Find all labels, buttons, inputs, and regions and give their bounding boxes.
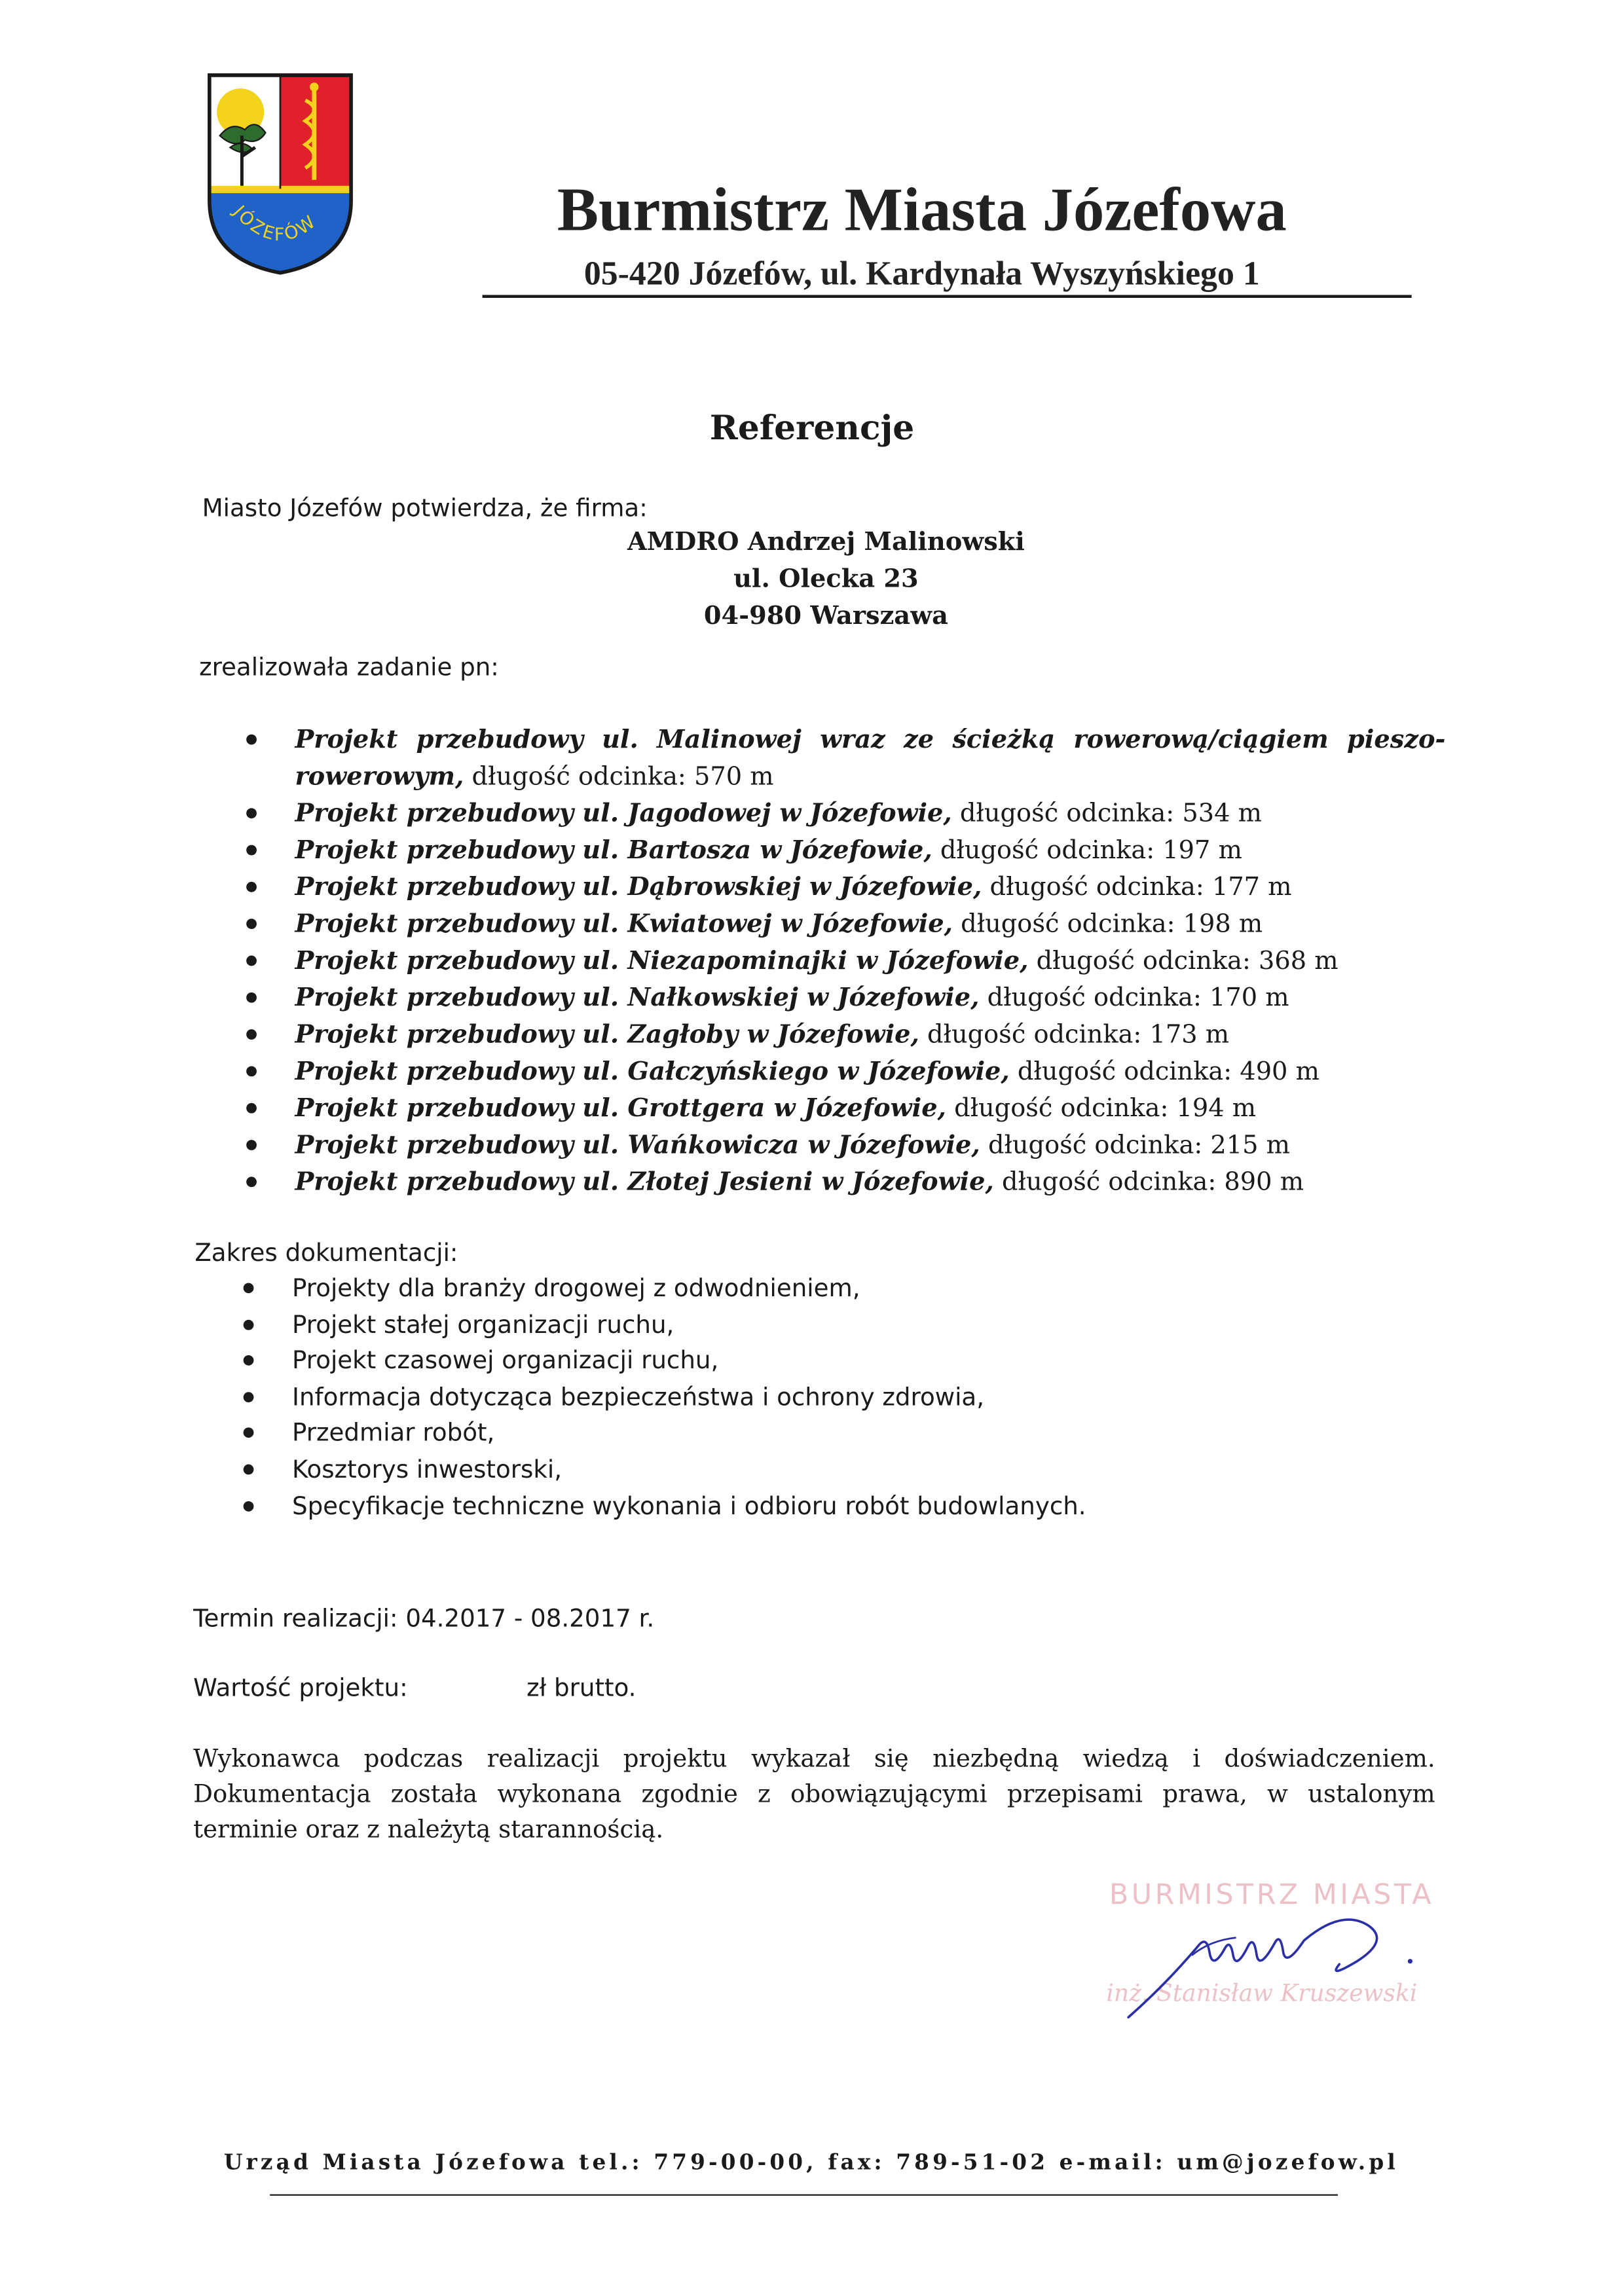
projects-list	[295, 723, 1446, 1202]
svg-text:JÓZEFÓW: JÓZEFÓW	[229, 202, 321, 246]
value-unit: zł brutto.	[526, 1673, 637, 1702]
list-item: Projekt przebudowy ul. Jagodowej w Józefowie, długość odcinka: 534 m	[295, 796, 1446, 833]
bullet-icon	[246, 735, 257, 745]
scope-title: Zakres dokumentacji:	[194, 1239, 458, 1267]
term-text: Termin realizacji: 04.2017 - 08.2017 r.	[193, 1604, 655, 1633]
intro-text: Miasto Józefów potwierdza, że firma:	[202, 494, 648, 522]
bullet-icon	[244, 1355, 254, 1366]
value-label: Wartość projektu:	[193, 1673, 408, 1702]
coat-of-arms-icon	[205, 71, 356, 277]
bullet-icon	[246, 845, 257, 856]
list-item: Projekt przebudowy ul. Zagłoby w Józefowie, długość odcinka: 173 m	[295, 1017, 1446, 1054]
signature-icon	[1121, 1897, 1431, 2030]
bullet-icon	[244, 1392, 254, 1402]
list-item: Informacja dotycząca bezpieczeństwa i ochrony zdrowia,	[292, 1380, 1325, 1416]
list-item: Projekt stałej organizacji ruchu,	[292, 1307, 1325, 1343]
company-block	[443, 525, 1209, 636]
office-address: 05-420 Józefów, ul. Kardynała Wyszyńskiego 1	[583, 255, 1260, 292]
company-city: 04-980 Warszawa	[703, 601, 948, 632]
list-item: Projekt przebudowy ul. Gałczyńskiego w Józefowie, długość odcinka: 490 m	[295, 1054, 1446, 1091]
scope-list	[292, 1271, 1325, 1525]
bullet-icon	[244, 1501, 254, 1511]
document-heading: Referencje	[709, 408, 915, 448]
list-item: Kosztorys inwestorski,	[292, 1453, 1325, 1489]
footer-contact: Urząd Miasta Józefowa tel.: 779-00-00, fax: 789-51-02 e-mail: um@jozefow.pl	[223, 2149, 1399, 2176]
bullet-icon	[246, 1103, 257, 1114]
bullet-icon	[246, 1140, 257, 1150]
list-item: Projekt przebudowy ul. Kwiatowej w Józefowie, długość odcinka: 198 m	[295, 907, 1446, 943]
bullet-icon	[246, 993, 257, 1003]
list-item: Projekt przebudowy ul. Malinowej wraz ze ścieżką rowerową/ciągiem pieszo-rowerowym, długość odcinka: 570 m	[295, 723, 1446, 797]
list-item: Projekt przebudowy ul. Wańkowicza w Józefowie, długość odcinka: 215 m	[295, 1128, 1446, 1165]
list-item: Specyfikacje techniczne wykonania i odbioru robót budowlanych.	[292, 1489, 1325, 1525]
closing-paragraph: Wykonawca podczas realizacji projektu wykazał się niezbędną wiedzą i doświadczeniem. Dokumentacja została wykonana zgodnie z obowiązującymi przepisami prawa, w ustalonym terminie oraz z należytą starannością.	[193, 1744, 1435, 1844]
bullet-icon	[244, 1428, 254, 1438]
bullet-icon	[246, 1029, 257, 1040]
bullet-icon	[246, 808, 257, 818]
bullet-icon	[246, 1176, 257, 1187]
list-item: Projekt przebudowy ul. Bartosza w Józefowie, długość odcinka: 197 m	[295, 833, 1446, 870]
bullet-icon	[246, 956, 257, 966]
header-divider	[483, 295, 1412, 298]
task-intro: zrealizowała zadanie pn:	[199, 653, 499, 682]
bullet-icon	[246, 1066, 257, 1076]
company-name: AMDRO Andrzej Malinowski	[627, 528, 1025, 558]
bullet-icon	[246, 919, 257, 929]
bullet-icon	[246, 882, 257, 892]
list-item: Projekt przebudowy ul. Złotej Jesieni w Józefowie, długość odcinka: 890 m	[295, 1165, 1446, 1201]
list-item: Projekt przebudowy ul. Nałkowskiej w Józefowie, długość odcinka: 170 m	[295, 981, 1446, 1017]
bullet-icon	[244, 1283, 254, 1294]
list-item: Projekt przebudowy ul. Dąbrowskiej w Józefowie, długość odcinka: 177 m	[295, 870, 1446, 907]
page-title: Burmistrz Miasta Józefowa	[557, 177, 1287, 245]
list-item: Projekty dla branży drogowej z odwodnieniem,	[292, 1271, 1325, 1307]
bullet-icon	[244, 1465, 254, 1475]
footer-divider	[270, 2195, 1338, 2196]
list-item: Przedmiar robót,	[292, 1416, 1325, 1452]
stamp-title: BURMISTRZ MIASTA	[1109, 1878, 1434, 1912]
list-item: Projekt czasowej organizacji ruchu,	[292, 1343, 1325, 1379]
list-item: Projekt przebudowy ul. Grottgera w Józefowie, długość odcinka: 194 m	[295, 1091, 1446, 1128]
list-item: Projekt przebudowy ul. Niezapominajki w Józefowie, długość odcinka: 368 m	[295, 944, 1446, 981]
company-street: ul. Olecka 23	[733, 564, 919, 594]
stamp-name: inż. Stanisław Kruszewski	[1106, 1978, 1418, 2007]
bullet-icon	[244, 1319, 254, 1330]
